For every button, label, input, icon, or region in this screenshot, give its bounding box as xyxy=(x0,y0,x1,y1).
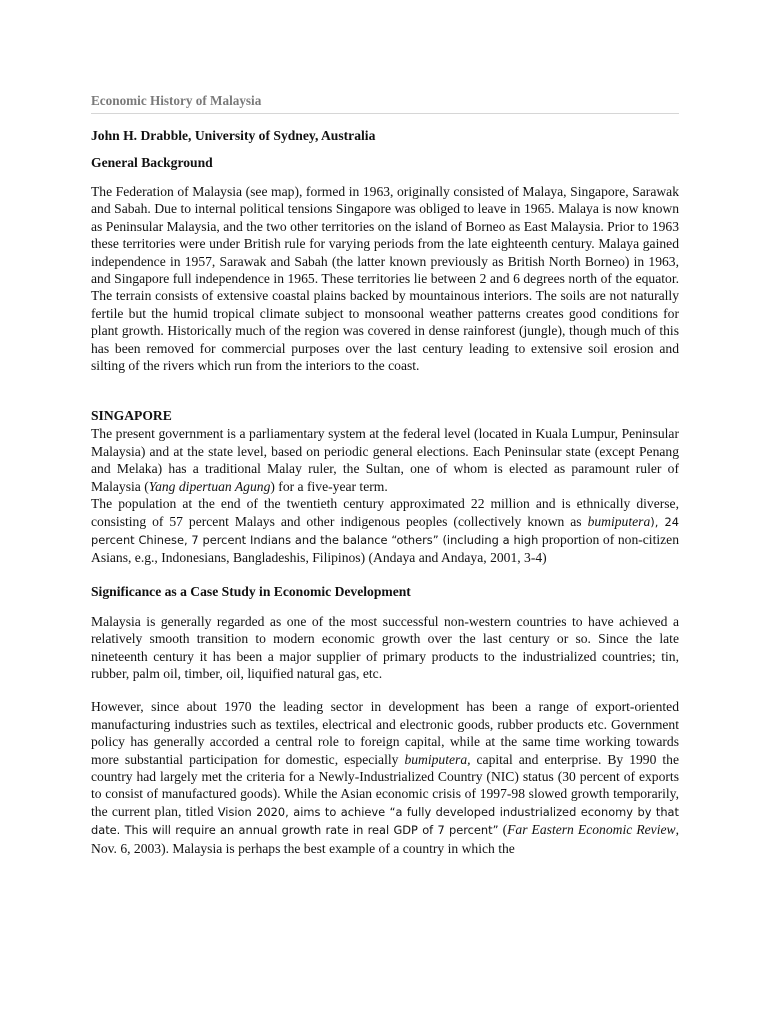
text-run: However, since about 1970 the leading sector in development has been a range of export-oriented manufacturing industries such as textiles, electrical and electronic goods, rubber products etc. Government policy has generally accorded a central role to foreign capital, while at the same time working towards more substantial participation for domestic, especially xyxy=(91,699,679,767)
paragraph-significance-1: Malaysia is generally regarded as one of the most successful non-western countries to have achieved a relatively smooth transition to modern economic growth over the last century or so. Since the late nineteenth century it has been a major supplier of primary products to the industrialized countries; tin, rubber, palm oil, timber, oil, liquified natural gas, etc. xyxy=(91,613,679,681)
section-heading-singapore: SINGAPORE xyxy=(91,408,172,424)
text-run: The population at the end of the twentieth century approximated 22 million and is ethnically diverse, consisting of 57 percent Malays and other indigenous peoples (collectively known as xyxy=(91,496,679,529)
paragraph-general-background: The Federation of Malaysia (see map), formed in 1963, originally consisted of Malaya, Singapore, Sarawak and Sabah. Due to internal political tensions Singapore was obliged to leave in 1965. Malaya is now known as Peninsular Malaysia, and the two other territories on the island of Borneo as East Malaysia. Prior to 1963 these territories were under British rule for varying periods from the late eighteenth century. Malaya gained independence in 1957, Sarawak and Sabah (the latter known previously as British North Borneo) in 1963, and Singapore full independence in 1965. These territories lie between 2 and 6 degrees north of the equator. The terrain consists of extensive coastal plains backed by mountainous interiors. The soils are not naturally fertile but the humid tropical climate subject to monsoonal weather patterns creates good conditions for plant growth. Historically much of the region was covered in dense rainforest (jungle), though much of this has been removed for commercial purposes over the last century leading to extensive soil erosion and silting of the rivers which run from the interiors to the coast. xyxy=(91,184,679,374)
paragraph-significance-2 xyxy=(91,698,679,857)
document-page xyxy=(91,92,679,857)
author-line: John H. Drabble, University of Sydney, Australia xyxy=(91,128,376,143)
section-heading-general-background: General Background xyxy=(91,155,213,170)
text-run: capital and enterprise. By 1990 the country had largely met the criteria for a Newly-Industrialized Country (NIC) status (30 percent of exports to consist of manufactured goods). While the Asian economic crisis of 1997-98 slowed growth temporarily, the current plan, titled xyxy=(91,751,679,819)
text-run: , Nov. 6, 2003). Malaysia is perhaps the best example of a country in which the xyxy=(91,822,679,856)
text-run: ( xyxy=(498,822,508,838)
italic-citation: Far Eastern Economic Review xyxy=(507,822,676,838)
text-run-sans: ), 24 percent Chinese, 7 percent Indians and the balance “others” (including a high xyxy=(91,514,679,547)
section-heading-significance: Significance as a Case Study in Economic Development xyxy=(91,583,411,599)
text-run-sans: Vision 2020, aims to achieve “a fully developed industrialized economy by that date. This will require an annual growth rate in real GDP of 7 percent” xyxy=(91,804,680,838)
italic-term: bumiputera xyxy=(587,513,651,529)
paragraph-government xyxy=(91,425,679,495)
text-run: ) for a five-year term. xyxy=(270,478,388,494)
italic-term: bumiputera, xyxy=(404,751,471,767)
document-title: Economic History of Malaysia xyxy=(91,92,679,114)
text-run: proportion of non-citizen Asians, e.g., Indonesians, Bangladeshis, Filipinos) (Andaya and Andaya, 2001, 3-4) xyxy=(91,531,679,566)
italic-term: Yang dipertuan Agung xyxy=(148,478,271,494)
text-run: The present government is a parliamentary system at the federal level (located in Kuala Lumpur, Peninsular Malaysia) and at the state level, based on periodic general elections. Each Peninsular state (except Penang and Melaka) has a traditional Malay ruler, the Sultan, one of whom is elected as paramount ruler of Malaysia ( xyxy=(91,426,679,494)
paragraph-population xyxy=(91,495,679,567)
